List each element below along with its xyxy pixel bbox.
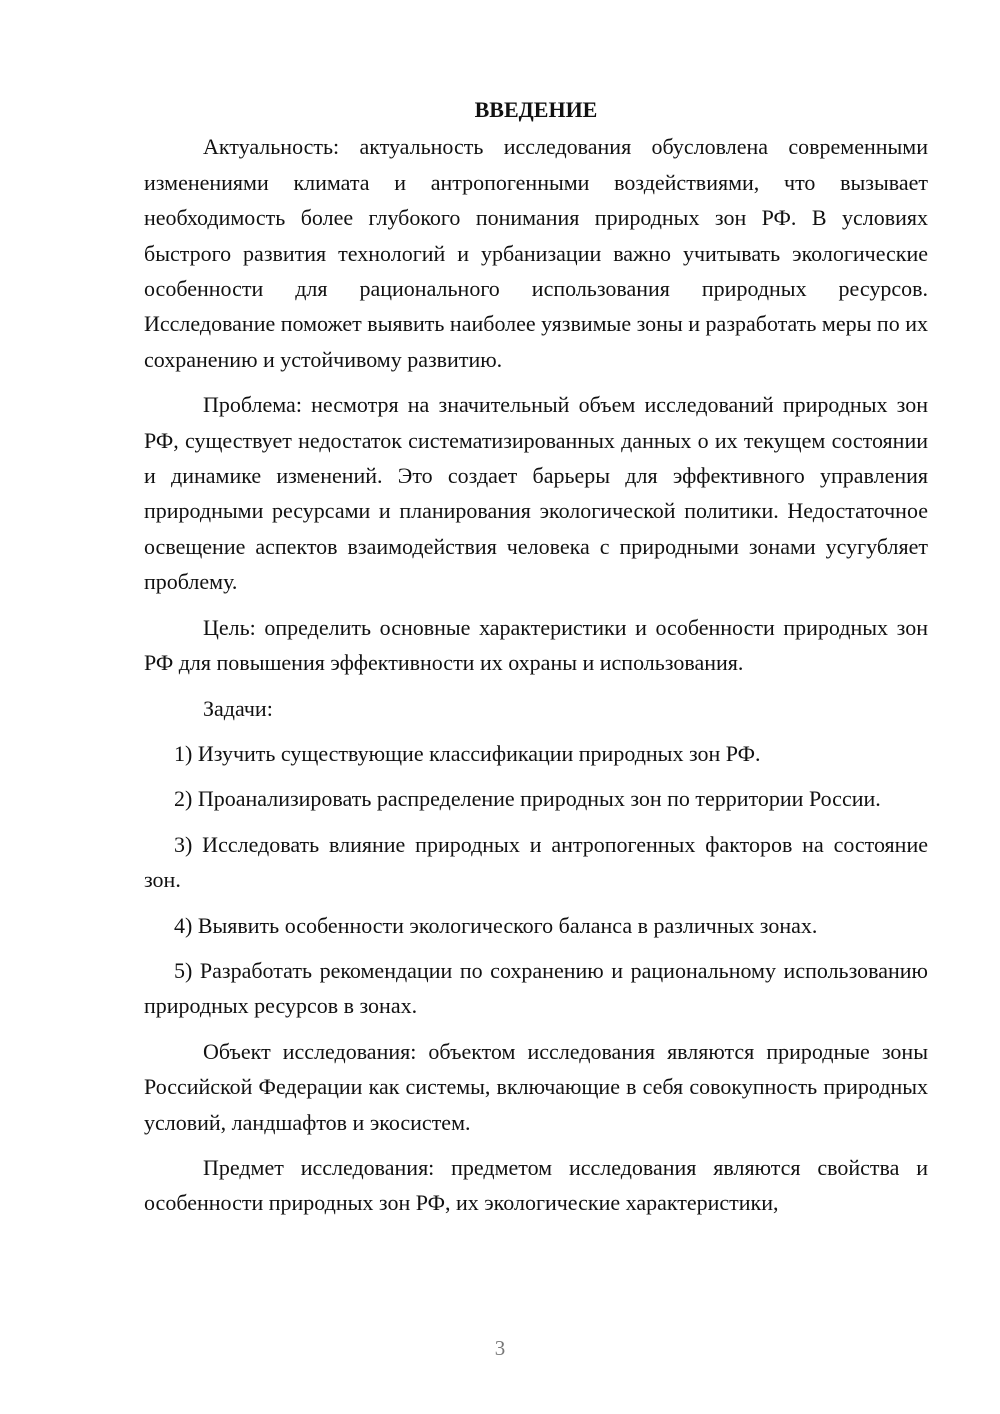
page-number: 3 xyxy=(494,1336,506,1360)
tasks-heading: Задачи: xyxy=(203,695,273,721)
task-item-2: 2) Проанализировать распределение природных зон по территории России. xyxy=(174,786,881,812)
task-item-1: 1) Изучить существующие классификации природных зон РФ. xyxy=(174,740,761,766)
page-content xyxy=(144,92,928,1230)
paragraph-subject: Предмет исследования: предметом исследования являются свойства и особенности природных зон РФ, их экологические характеристики, xyxy=(144,1154,928,1216)
paragraph-object: Объект исследования: объектом исследования являются природные зоны Российской Федерации как системы, включающие в себя совокупность природных условий, ландшафтов и экосистем. xyxy=(144,1038,928,1135)
task-item-5: 5) Разработать рекомендации по сохранению и рациональному использованию природных ресурсов в зонах. xyxy=(144,957,928,1019)
paragraph-goal: Цель: определить основные характеристики и особенности природных зон РФ для повышения эффективности их охраны и использования. xyxy=(144,614,928,676)
task-item-4: 4) Выявить особенности экологического баланса в различных зонах. xyxy=(174,912,818,938)
paragraph-problem: Проблема: несмотря на значительный объем исследований природных зон РФ, существует недостаток систематизированных данных о их текущем состоянии и динамике изменений. Это создает барьеры для эффективного управления природными ресурсами и планирования экологической политики. Недостаточное освещение аспектов взаимодействия человека с природными зонами усугубляет проблему. xyxy=(144,392,928,595)
task-item-3: 3) Исследовать влияние природных и антропогенных факторов на состояние зон. xyxy=(144,831,928,893)
section-heading: ВВЕДЕНИЕ xyxy=(474,97,598,122)
paragraph-relevance: Актуальность: актуальность исследования обусловлена современными изменениями климата и антропогенными воздействиями, что вызывает необходимость более глубокого понимания природных зон РФ. В условиях быстрого развития технологий и урбанизации важно учитывать экологические особенности для рационального использования природных ресурсов. Исследование поможет выявить наиболее уязвимые зоны и разработать меры по их сохранению и устойчивому развитию. xyxy=(144,134,928,372)
